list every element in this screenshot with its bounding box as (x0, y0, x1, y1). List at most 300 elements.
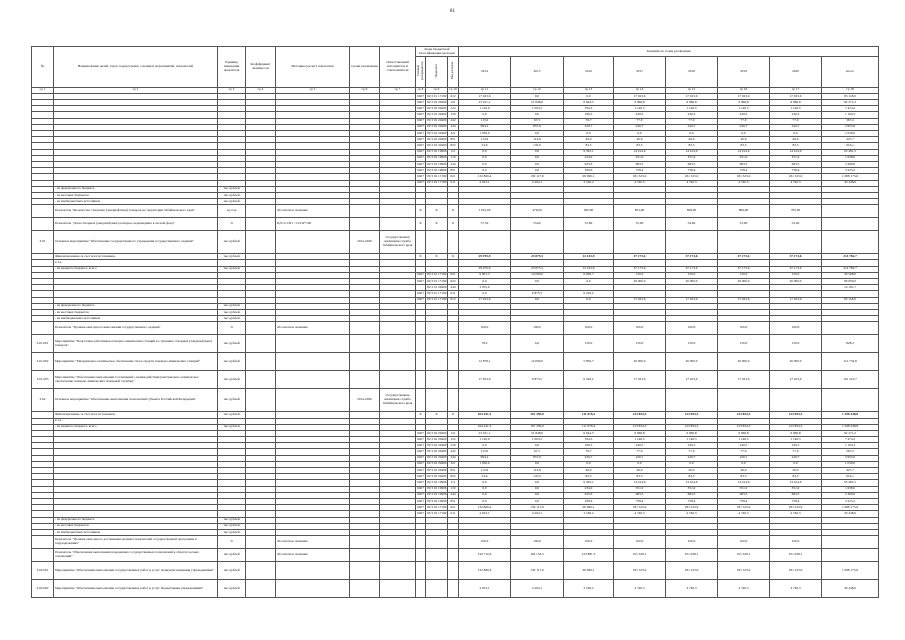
table-cell: 4 740,3 (718, 180, 770, 186)
table-cell: 09 3 01 29400 (426, 285, 448, 291)
table-cell: 611 (448, 180, 459, 186)
table-cell: 249,5 (614, 112, 666, 118)
table-cell: 123 881,3 (564, 549, 614, 562)
table-cell: 0407 (416, 124, 426, 130)
table-cell: 213 854,3 (666, 412, 718, 418)
table-cell: 0,0 (511, 492, 564, 498)
table-cell: 14 000,0 (511, 353, 564, 371)
table-cell: тыс.рублей (218, 316, 246, 322)
table-cell: 1 638,0 (822, 155, 879, 161)
table-cell: 181 523,0 (666, 562, 718, 580)
table-cell: 242 (448, 118, 459, 124)
table-cell: 40,0 (666, 137, 718, 143)
column-number: гр 12 (511, 87, 564, 93)
table-cell: 0,0 (666, 131, 718, 137)
header-no: № (32, 47, 54, 88)
table-cell: 112,9 (459, 468, 511, 474)
table-cell: 21 848,6 (511, 430, 564, 436)
table-cell: 1 298 448,8 (822, 412, 879, 418)
table-cell: 92 271,2 (822, 100, 879, 106)
table-cell: - из федерального бюджета (54, 186, 218, 192)
table-cell: 683,5 (666, 161, 718, 167)
table-cell: 0,0 (614, 461, 666, 467)
table-cell: 567,2 (822, 449, 879, 455)
table-cell: 2 955,6 (822, 455, 879, 461)
table-cell: 321 (448, 131, 459, 137)
table-cell: 100,0 (666, 536, 718, 549)
table-cell (246, 353, 276, 371)
table-cell: 857,9 (511, 124, 564, 130)
table-cell: 635,6 (564, 161, 614, 167)
header-kbk-2 (448, 57, 459, 88)
table-cell: 852 (448, 474, 459, 480)
table-cell: 09 3 02 29400 (426, 474, 448, 480)
table-cell (350, 353, 380, 371)
table-cell: тыс.рублей (218, 353, 246, 371)
table-cell: абсолютное значение (276, 205, 350, 218)
table-cell: 20 000,0 (666, 279, 718, 285)
table-cell: 242 (448, 449, 459, 455)
table-cell: тыс.рублей (218, 412, 246, 418)
column-number: гр 18 (822, 87, 879, 93)
table-cell: 351,0 (614, 155, 666, 161)
table-cell (448, 322, 459, 335)
table-cell: 54,00 (666, 218, 718, 231)
table-cell (614, 231, 666, 254)
table-cell: 90 096,1 (564, 174, 614, 180)
table-cell: 14 014,6 (666, 149, 718, 155)
table-cell: 249,5 (770, 112, 822, 118)
table-cell: 611 (448, 291, 459, 297)
table-cell (380, 335, 416, 353)
table-header (32, 47, 879, 94)
table-cell: 0407 (416, 279, 426, 285)
table-cell: 9 966,8 (718, 100, 770, 106)
table-cell: 14 014,6 (770, 149, 822, 155)
table-cell: 0407 (416, 297, 426, 303)
table-cell: 20 000,0 (770, 279, 822, 285)
header-kbk-1 (426, 57, 448, 88)
table-cell: 129 (448, 112, 459, 118)
table-cell: 30 348,6 (822, 580, 879, 598)
table-cell: 6 006,7 (564, 272, 614, 278)
table-cell: 1 146,5 (666, 106, 718, 112)
table-cell: 4 023,1 (459, 180, 511, 186)
table-cell: 100,0 (511, 322, 564, 335)
table-cell: 0407 (416, 498, 426, 504)
table-cell: 3.01.001 (32, 335, 54, 353)
table-cell: 100,0 (614, 322, 666, 335)
table-cell (459, 389, 511, 412)
table-cell: 37 173,6 (770, 254, 822, 260)
table-cell: 1 088 175,6 (822, 505, 879, 511)
table-cell: 139 117,9 (511, 505, 564, 511)
table-cell: 1 146,5 (770, 106, 822, 112)
table-cell: 0,0 (511, 155, 564, 161)
table-cell: 220,7 (718, 455, 770, 461)
table-row (32, 353, 879, 371)
column-number: гр 6 (350, 87, 380, 93)
table-cell: 181 523,0 (614, 505, 666, 511)
table-cell: 3.01.002 (32, 353, 54, 371)
table-cell (426, 549, 448, 562)
table-cell: 76,7 (564, 118, 614, 124)
table-cell: 220,7 (718, 124, 770, 130)
table-cell: 09 3 02 17199 (426, 511, 448, 517)
table-cell: 0,0 (459, 168, 511, 174)
table-cell (666, 231, 718, 254)
table-cell: 0,0 (511, 93, 564, 99)
table-cell: 0407 (416, 468, 426, 474)
table-cell: 09 3 02 29400 (426, 118, 448, 124)
table-cell: Мероприятие "Материально-техническое обеспечение сил и средств пожарно-химических станций" (54, 353, 218, 371)
table-cell: 0407 (416, 93, 426, 99)
table-cell: 129 (448, 443, 459, 449)
table-cell (246, 562, 276, 580)
table-cell: 09 3 02 19906 (426, 492, 448, 498)
table-cell: 09 3 02 29400 (426, 461, 448, 467)
table-cell: 181 523,0 (666, 505, 718, 511)
table-cell: 683,5 (770, 492, 822, 498)
table-cell: 220,7 (770, 455, 822, 461)
column-number: гр 11 (459, 87, 511, 93)
table-cell: 164 441,2 (459, 424, 511, 430)
table-cell: 220,7 (666, 124, 718, 130)
table-cell: 17 023,6 (770, 297, 822, 303)
table-cell: 7 474,2 (822, 437, 879, 443)
table-cell: 23 875,5 (511, 266, 564, 272)
table-cell: 213 854,3 (770, 412, 822, 418)
table-cell: 3 369,6 (822, 492, 879, 498)
table-cell: 0,0 (614, 131, 666, 137)
table-cell: 55,00 (511, 218, 564, 231)
table-cell: 09 3 02 29400 (426, 468, 448, 474)
table-cell: 114,8 (511, 468, 564, 474)
table-cell: 611 (448, 511, 459, 517)
table-cell: 09 3 02 19906 (426, 486, 448, 492)
table-cell: 1 164,3 (822, 443, 879, 449)
table-cell (666, 389, 718, 412)
table-cell: 0,0 (511, 480, 564, 486)
table-cell: 3.02.001 (32, 562, 54, 580)
table-cell: X (416, 205, 426, 218)
table-cell (822, 549, 879, 562)
table-cell: 0407 (416, 137, 426, 143)
table-cell (246, 580, 276, 598)
table-row (32, 205, 879, 218)
table-cell: 6 644,5 (564, 100, 614, 106)
table-cell (416, 322, 426, 335)
table-cell (380, 580, 416, 598)
table-cell: 17 023,6 (459, 297, 511, 303)
table-cell: 4 740,3 (770, 511, 822, 517)
table-cell: 14 014,6 (614, 149, 666, 155)
table-cell: 4 740,3 (718, 580, 770, 598)
table-cell: 132 869,4 (459, 174, 511, 180)
table-cell: 100,0 (666, 322, 718, 335)
table-cell: 0407 (416, 143, 426, 149)
table-cell (564, 389, 614, 412)
table-cell: 427,7 (822, 137, 879, 143)
table-cell: 621 (448, 272, 459, 278)
table-cell: 0407 (416, 131, 426, 137)
table-cell: 6 226,2 (564, 371, 614, 389)
table-cell: 0,0 (459, 498, 511, 504)
table-cell: Мероприятие "Подготовка работников пожарно-химических станций по тушению створных (ландшафтных) пожаров" (54, 335, 218, 353)
table-cell: 1 030,0 (822, 461, 879, 467)
table-cell (32, 536, 54, 549)
table-cell (246, 205, 276, 218)
table-cell: Мероприятие "Обеспечение выполнения государственных работ и услуг бюджетными учреждениями" (54, 580, 218, 598)
table-cell: 65 481,5 (822, 480, 879, 486)
table-cell: 1 088 175,6 (822, 562, 879, 580)
table-cell: Показатель "Обеспечение выполнения переданных государственных полномочий в области лесных отношений" (54, 549, 218, 562)
table-row (32, 218, 879, 231)
table-cell: 852 (448, 143, 459, 149)
table-cell: 612 (448, 93, 459, 99)
table-cell: 0407 (416, 505, 426, 511)
table-cell (822, 322, 879, 335)
table-cell: 0407 (416, 174, 426, 180)
table-cell: 150,0 (770, 272, 822, 278)
table-cell: - из федерального бюджета (54, 517, 218, 523)
table-cell: 122 (448, 437, 459, 443)
table-cell: 20 000,0 (666, 353, 718, 371)
table-cell: 83,3 (564, 474, 614, 480)
table-cell (426, 322, 448, 335)
table-cell: 139 117,9 (511, 174, 564, 180)
table-cell (614, 389, 666, 412)
table-cell: 77,0 (718, 449, 770, 455)
table-cell: Основное мероприятие "Обеспечение государственного учреждения государственного задания" (54, 231, 218, 254)
table-cell: 17 023,6 (718, 371, 770, 389)
column-number: гр 8 (416, 87, 426, 93)
table-cell: 0407 (416, 511, 426, 517)
table-cell: 0,0 (564, 93, 614, 99)
table-cell: 181 523,0 (770, 562, 822, 580)
table-cell: тыс.рублей (218, 186, 246, 192)
table-cell: 213 854,3 (614, 424, 666, 430)
table-cell (416, 335, 426, 353)
table-cell: 09 3 02 19906 (426, 480, 448, 486)
table-cell: Показатель "Количество створных (ландшафтных) пожаров на территории Забайкальского края" (54, 205, 218, 218)
table-cell: 0407 (416, 449, 426, 455)
table-cell: 83,3 (770, 143, 822, 149)
table-cell: 150,0 (666, 335, 718, 353)
table-cell: 119 (448, 155, 459, 161)
table-cell (511, 389, 564, 412)
table-cell: 683,5 (666, 492, 718, 498)
table-cell: 4 023,1 (459, 580, 511, 598)
table-cell (350, 549, 380, 562)
table-cell: 83,3 (564, 143, 614, 149)
table-cell: Мероприятие "Обеспечение выполнения Соглашений о взаимодействии (материально-техническое обеспечение пожарно-химических пожарной службы)" (54, 371, 218, 389)
table-cell (416, 371, 426, 389)
table-cell: 0,0 (459, 492, 511, 498)
table-cell: X (416, 218, 426, 231)
table-cell: 121 (448, 100, 459, 106)
table-cell: 234,0 (564, 155, 614, 161)
table-cell (276, 231, 350, 254)
table-cell: 09 3 02 19906 (426, 161, 448, 167)
table-cell: 3 160,2 (564, 511, 614, 517)
table-cell: 30 348,6 (822, 180, 879, 186)
table-cell: 0,0 (511, 461, 564, 467)
table-cell: - из внебюджетных источников (54, 199, 218, 205)
table-cell: 635,6 (564, 492, 614, 498)
table-cell: 0,0 (511, 498, 564, 504)
table-cell: 37 173,6 (666, 254, 718, 260)
table-cell: 1 298 448,8 (822, 424, 879, 430)
table-cell: 77,0 (614, 449, 666, 455)
table-cell: 181 523,0 (718, 562, 770, 580)
table-row (32, 549, 879, 562)
table-cell: 758,4 (718, 168, 770, 174)
table-cell: 100,0 (564, 536, 614, 549)
table-cell (459, 231, 511, 254)
table-cell: % (218, 322, 246, 335)
column-number: гр 14 (614, 87, 666, 93)
table-cell: 09 3 02 29400 (426, 131, 448, 137)
table-cell: 251 028,1 (666, 549, 718, 562)
table-cell: 220,7 (770, 124, 822, 130)
table-cell: 0407 (416, 272, 426, 278)
table-cell: 0407 (416, 161, 426, 167)
table-cell: 1 146,5 (770, 437, 822, 443)
table-cell: 166,3 (564, 112, 614, 118)
table-cell: 4 740,3 (666, 580, 718, 598)
table-cell: 37 173,6 (614, 254, 666, 260)
table-cell: 244 (448, 285, 459, 291)
table-cell: 848,00 (666, 205, 718, 218)
table-cell: 3.02 (32, 389, 54, 412)
table-cell: 40,0 (718, 137, 770, 143)
table-cell: тыс.рублей (218, 562, 246, 580)
table-cell: 09 3 02 29400 (426, 443, 448, 449)
table-cell: 0,0 (459, 155, 511, 161)
table-cell: 9 966,8 (770, 100, 822, 106)
table-cell: 9 875,5 (511, 371, 564, 389)
table-cell: 40,0 (770, 468, 822, 474)
table-cell: X (426, 412, 448, 418)
table-cell: 55,80 (564, 218, 614, 231)
table-cell: 112 734,8 (822, 353, 879, 371)
table-cell: 12 232,9 (564, 254, 614, 260)
table-cell: 758,4 (770, 498, 822, 504)
table-cell: 150,0 (666, 272, 718, 278)
table-cell (416, 580, 426, 598)
table-cell: Ц/S=Ст/П1 / Ст/П2*100 (276, 218, 350, 231)
table-cell: 567,2 (822, 118, 879, 124)
header-year-2014: 2014 (459, 57, 511, 88)
table-cell: 17 023,6 (459, 93, 511, 99)
table-cell: 3.01.003 (32, 371, 54, 389)
table-cell: 111 (448, 149, 459, 155)
table-cell: в т.ч. (54, 260, 218, 266)
table-cell: 1 003,2 (511, 437, 564, 443)
table-cell: 351,0 (614, 486, 666, 492)
table-cell: - из федерального бюджета (54, 303, 218, 309)
table-cell: 9 966,8 (614, 430, 666, 436)
table-cell: 3.01 (32, 231, 54, 254)
table-cell: 29 970,9 (459, 254, 511, 260)
header-year-2018: 2018 (666, 57, 718, 88)
table-cell: 100,0 (511, 536, 564, 549)
table-cell (426, 353, 448, 371)
table-cell: 4 740,3 (770, 580, 822, 598)
table-cell: 132 869,4 (459, 505, 511, 511)
table-cell (276, 353, 350, 371)
table-cell (426, 536, 448, 549)
table-cell: 249,5 (770, 443, 822, 449)
table-cell: 9 966,8 (666, 430, 718, 436)
table-cell: 476,00 (511, 205, 564, 218)
table-cell: 251 028,1 (614, 549, 666, 562)
table-cell: 150,0 (564, 335, 614, 353)
table-cell: 21 848,6 (511, 100, 564, 106)
table-cell: тыс.рублей (218, 266, 246, 272)
table-cell: 0407 (416, 486, 426, 492)
table-cell: 616,1 (822, 143, 879, 149)
table-cell: 162 154,5 (511, 549, 564, 562)
table-cell: 612 (448, 297, 459, 303)
table-cell (416, 536, 426, 549)
table-cell: X (416, 254, 426, 260)
table-cell: 17 023,6 (614, 93, 666, 99)
table-cell: 85 118,0 (822, 297, 879, 303)
table-cell: - из краевого бюджета, всего (54, 266, 218, 272)
table-cell: 40,0 (614, 468, 666, 474)
table-cell: 683,5 (614, 161, 666, 167)
table-cell: 12 232,9 (564, 266, 614, 272)
table-cell: ед./год (218, 205, 246, 218)
table-cell: X (448, 254, 459, 260)
table-cell (380, 536, 416, 549)
table-cell: 17 023,6 (614, 371, 666, 389)
table-cell: 09 3 02 29400 (426, 137, 448, 143)
table-cell: 0,0 (564, 297, 614, 303)
table-cell: 0,0 (459, 112, 511, 118)
table-cell: 4 204,1 (511, 511, 564, 517)
table-cell (426, 231, 448, 254)
table-cell: 2 955,6 (822, 124, 879, 130)
table-cell: 150,0 (614, 335, 666, 353)
table-cell: 67,5 (511, 449, 564, 455)
table-cell: 132 869,4 (459, 562, 511, 580)
table-cell (822, 389, 879, 412)
table-row (32, 371, 879, 389)
table-cell: тыс.рублей (218, 549, 246, 562)
table-cell: 0,0 (718, 131, 770, 137)
table-cell: 40,0 (770, 137, 822, 143)
table-cell: 851 (448, 137, 459, 143)
table-cell: 9 966,8 (770, 430, 822, 436)
table-cell: 764,3 (564, 106, 614, 112)
table-cell: 3 160,2 (564, 580, 614, 598)
table-cell: 17 023,6 (666, 371, 718, 389)
column-number: гр 1 (32, 87, 54, 93)
table-cell: X (416, 412, 426, 418)
table-cell (276, 371, 350, 389)
table-cell: 14 014,6 (614, 480, 666, 486)
table-cell: 122 (448, 106, 459, 112)
table-cell (276, 580, 350, 598)
table-cell: тыс.рублей (218, 517, 246, 523)
table-cell: 76,7 (564, 449, 614, 455)
table-cell: 115,0 (459, 449, 511, 455)
table-cell (32, 218, 54, 231)
table-cell (426, 389, 448, 412)
